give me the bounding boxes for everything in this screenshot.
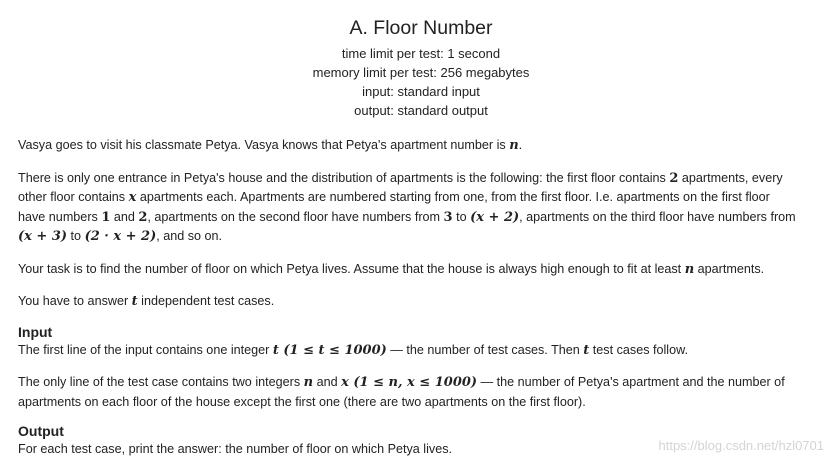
time-limit: time limit per test: 1 second (341, 46, 501, 61)
math-num: 2 (669, 170, 679, 186)
math-var: t (583, 342, 590, 358)
text-run: You have to answer (18, 294, 132, 308)
math-expr: (2 · x + 2) (84, 229, 157, 244)
legend-paragraph-3 (18, 260, 824, 280)
math-var: x (128, 190, 137, 205)
legend-paragraph-2-line-3 (18, 208, 824, 228)
legend-paragraph-2-line-1 (18, 169, 824, 189)
text-run: Your task is to find the number of floor on which Petya lives. Assume that the house is always high enough to fit at least (18, 261, 685, 276)
math-var: t (272, 342, 279, 358)
legend-paragraph-1 (18, 136, 824, 156)
math-expr: (x + 2) (470, 209, 520, 225)
math-var: n (684, 261, 695, 277)
math-var: n (509, 138, 519, 153)
math-num: 3 (443, 209, 453, 225)
output-section-title: Output (18, 423, 64, 439)
memory-limit: memory limit per test: 256 megabytes (312, 65, 530, 80)
math-expr: (x + 3) (18, 229, 68, 244)
math-num: 2 (138, 209, 148, 225)
text-run: , and so on. (156, 229, 223, 243)
text-run: — the number of Petya's apartment and the number of (477, 375, 785, 389)
watermark: https://blog.csdn.net/hzl0701 (658, 438, 824, 453)
math-var: x (341, 375, 349, 390)
input-spec: input: standard input (362, 84, 480, 99)
legend-paragraph-4 (18, 292, 824, 312)
text-run: apartments. (694, 261, 765, 276)
text-run: and (110, 209, 139, 224)
text-run: There is only one entrance in Petya's house and the distribution of apartments is the following: the first floor contains (18, 170, 670, 185)
text-run: The first line of the input contains one integer (18, 342, 273, 357)
text-run: , apartments on the second floor have numbers from (147, 209, 444, 224)
text-run: to (67, 229, 85, 243)
math-num: 1 (101, 209, 111, 225)
legend-paragraph-2-line-4 (18, 227, 824, 247)
output-line-1: For each test case, print the answer: the number of floor on which Petya lives. (18, 442, 452, 456)
text-run: . (518, 138, 523, 152)
legend-paragraph-2-line-2 (18, 188, 824, 208)
text-run: independent test cases. (137, 294, 275, 308)
text-run: to (452, 209, 471, 224)
input-line-2 (18, 373, 824, 393)
text-run: The only line of the test case contains two integers (18, 375, 304, 389)
math-expr: (1 ≤ t ≤ 1000) (278, 342, 387, 358)
problem-title: A. Floor Number (349, 17, 493, 39)
problem-statement (18, 0, 824, 459)
text-run: test cases follow. (589, 342, 688, 357)
problem-header (18, 0, 824, 120)
text-run: Vasya goes to visit his classmate Petya. Vasya knows that Petya's apartment number is (18, 138, 510, 152)
input-line-3: apartments on each floor of the house except the first one (there are two apartments on the first floor). (18, 394, 586, 409)
output-spec: output: standard output (354, 103, 488, 118)
text-run: other floor contains (18, 190, 129, 204)
math-expr: (1 ≤ n, x ≤ 1000) (348, 375, 478, 390)
text-run: have numbers (18, 209, 102, 224)
text-run: and (313, 375, 342, 389)
text-run: apartments, every (678, 170, 783, 185)
math-var: n (303, 375, 314, 390)
text-run: — the number of test cases. Then (386, 342, 584, 357)
text-run: , apartments on the third floor have numbers from (519, 209, 796, 224)
input-section-title: Input (18, 323, 53, 340)
text-run: apartments each. Apartments are numbered starting from one, from the first floor. I.e. apartments on the first floor (136, 190, 770, 204)
math-var: t (131, 294, 138, 309)
input-line-1 (18, 341, 824, 361)
